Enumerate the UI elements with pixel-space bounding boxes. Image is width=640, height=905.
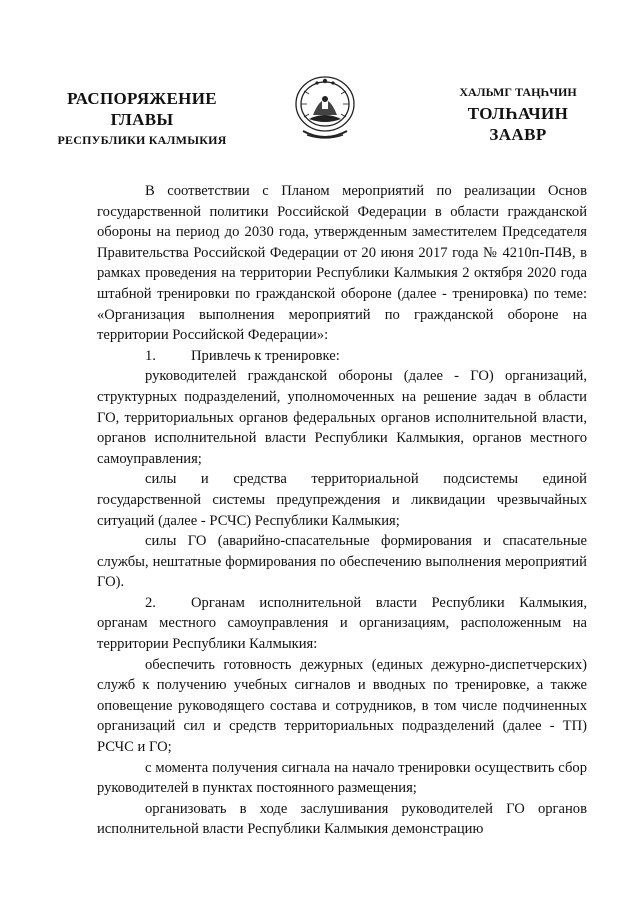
paragraph-assembly: с момента получения сигнала на начало тренировки осуществить сбор руководителей в пунктах постоянного размещения; [97,759,587,797]
item-2-text: Органам исполнительной власти Республики Калмыкия, органам местного самоуправления и организациям, расположенным на территории Республики Калмыкия: [97,594,587,653]
header-left-line1: РАСПОРЯЖЕНИЕ [67,89,217,108]
paragraph-go-leaders: руководителей гражданской обороны (далее - ГО) организаций, структурных подразделений, уполномоченных на решение задач в области ГО, территориальных органов федеральных органов исполнительной власти, органов исполнительной власти Республики Калмыкия, органов местного самоуправления; [97,368,587,467]
paragraph-go-forces: силы ГО (аварийно-спасательные формирования и спасательные службы, нештатные формирования по обеспечению выполнения мероприятий ГО). [97,533,587,591]
header-right-line2: ТОЛҺАЧИН [467,104,569,123]
item-2 [97,593,587,655]
header-left-line2: ГЛАВЫ [110,110,174,129]
coat-of-arms-icon [293,71,357,143]
header-left-line3: РЕСПУБЛИКИ КАЛМЫКИЯ [57,133,227,147]
paragraph-demonstration: организовать в ходе заслушивания руководителей ГО органов исполнительной власти Республики Калмыкия демонстрацию [97,800,587,838]
item-1-number: 1. [145,347,156,364]
item-1 [97,346,587,367]
header-right-line3: ЗААВР [489,125,547,144]
kalmyk-header [448,82,588,145]
preamble-paragraph: В соответствии с Планом мероприятий по реализации Основ государственной политики Российской Федерации в области гражданской обороны на период до 2030 года, утвержденным заместителем Председателя Правительства Российской Федерации от 20 июня 2017 года № 4210п-П4В, в рамках проведения на территории Республики Калмыкия 2 октября 2020 года штабной тренировки по гражданской обороне (далее - тренировка) по теме: «Организация выполнения мероприятий по гражданской обороне на территории Российской Федерации»: [97,183,587,344]
header-right-line1: ХАЛЬМГ ТАҢҺЧИН [459,85,577,99]
paragraph-readiness: обеспечить готовность дежурных (единых дежурно-диспетчерских) служб к получению учебных сигналов и вводных по тренировке, а также оповещение руководящего состава и сотрудников, в том числе подчиненных организаций сил и средств территориальных подразделений (далее - ТП) РСЧС и ГО; [97,656,587,756]
document-type-header [52,88,232,151]
item-2-number: 2. [145,594,156,611]
item-1-text: Привлечь к тренировке: [191,347,340,364]
document-body [97,181,587,840]
paragraph-rschs-forces: силы и средства территориальной подсистемы единой государственной системы предупреждения и ликвидации чрезвычайных ситуаций (далее - РСЧС) Республики Калмыкия; [97,471,587,529]
